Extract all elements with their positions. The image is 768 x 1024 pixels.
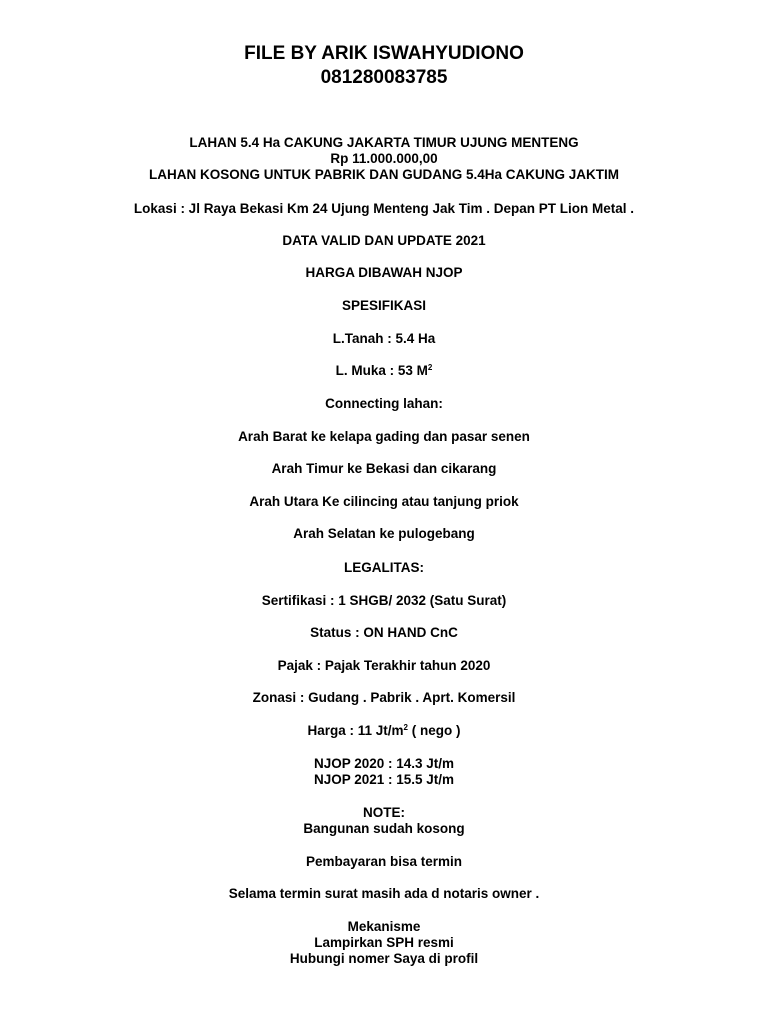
arah-selatan: Arah Selatan ke pulogebang <box>293 526 475 541</box>
listing-subheadline: LAHAN KOSONG UNTUK PABRIK DAN GUDANG 5.4Ha CAKUNG JAKTIM <box>148 167 619 182</box>
spesifikasi-heading: SPESIFIKASI <box>341 298 427 313</box>
arah-barat: Arah Barat ke kelapa gading dan pasar senen <box>238 429 530 444</box>
document-title: FILE BY ARIK ISWAHYUDIONO <box>244 43 524 64</box>
listing-headline: LAHAN 5.4 Ha CAKUNG JAKARTA TIMUR UJUNG MENTENG <box>189 135 579 150</box>
note-pembayaran: Pembayaran bisa termin <box>305 854 463 869</box>
note-termin: Selama termin surat masih ada d notaris owner . <box>228 886 540 901</box>
harga <box>0 723 768 739</box>
price-below-njop: HARGA DIBAWAH NJOP <box>305 265 463 280</box>
lebar-muka-text: L. Muka : 53 M <box>335 363 428 378</box>
note-bangunan: Bangunan sudah kosong <box>303 821 465 836</box>
square-superscript: 2 <box>403 723 408 732</box>
harga-suffix: ( nego ) <box>408 723 461 738</box>
data-valid-note: DATA VALID DAN UPDATE 2021 <box>282 233 486 248</box>
sertifikasi: Sertifikasi : 1 SHGB/ 2032 (Satu Surat) <box>261 593 507 608</box>
arah-utara: Arah Utara Ke cilincing atau tanjung priok <box>249 494 519 509</box>
pajak: Pajak : Pajak Terakhir tahun 2020 <box>277 658 491 673</box>
contact-phone: 081280083785 <box>320 67 448 88</box>
zonasi: Zonasi : Gudang . Pabrik . Aprt. Komersil <box>252 690 516 705</box>
mekanisme-hubungi: Hubungi nomer Saya di profil <box>289 951 479 966</box>
listing-location: Lokasi : Jl Raya Bekasi Km 24 Ujung Menteng Jak Tim . Depan PT Lion Metal . <box>133 201 635 216</box>
harga-prefix: Harga : 11 Jt/m <box>307 723 404 738</box>
arah-timur: Arah Timur ke Bekasi dan cikarang <box>271 461 497 476</box>
mekanisme-heading: Mekanisme <box>347 919 421 934</box>
mekanisme-lampiran: Lampirkan SPH resmi <box>314 935 454 950</box>
note-heading: NOTE: <box>363 805 405 820</box>
square-superscript: 2 <box>427 363 433 372</box>
njop-2020: NJOP 2020 : 14.3 Jt/m <box>313 756 455 771</box>
lebar-muka <box>0 363 768 379</box>
njop-2021: NJOP 2021 : 15.5 Jt/m <box>313 772 455 787</box>
connecting-heading: Connecting lahan: <box>325 396 443 411</box>
luas-tanah: L.Tanah : 5.4 Ha <box>332 331 436 346</box>
status: Status : ON HAND CnC <box>310 625 458 640</box>
legalitas-heading: LEGALITAS: <box>344 560 424 575</box>
listing-price: Rp 11.000.000,00 <box>330 151 438 166</box>
